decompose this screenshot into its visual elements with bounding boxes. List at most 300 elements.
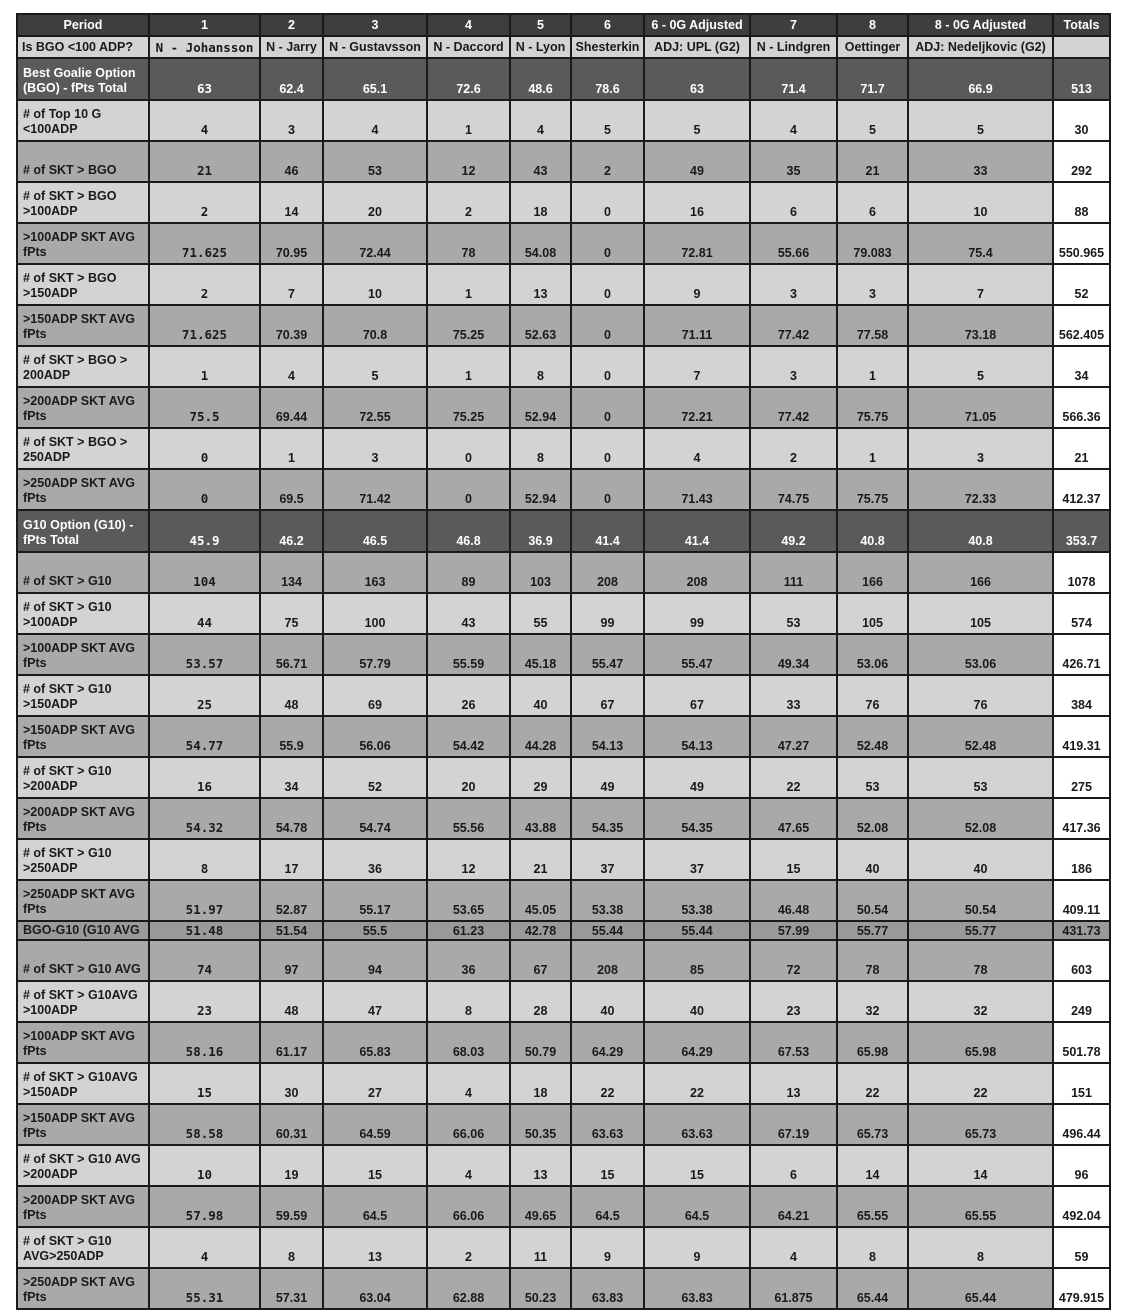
header-period: 8 - 0G Adjusted [908, 14, 1053, 36]
table-cell: 18 [510, 182, 571, 223]
table-row [17, 1022, 1110, 1063]
table-cell: 104 [149, 552, 260, 593]
table-cell: 65.1 [323, 58, 427, 100]
table-cell: 37 [644, 839, 750, 880]
table-cell: 49.2 [750, 510, 837, 552]
table-cell: 0 [571, 346, 644, 387]
row-label: >100ADP SKT AVG fPts [17, 223, 149, 264]
table-cell: 55.44 [644, 921, 750, 940]
table-cell: 105 [837, 593, 908, 634]
header-period: 6 - 0G Adjusted [644, 14, 750, 36]
table-cell: 64.29 [571, 1022, 644, 1063]
table-cell: 35 [750, 141, 837, 182]
table-cell: 6 [750, 1145, 837, 1186]
row-label: >150ADP SKT AVG fPts [17, 305, 149, 346]
table-cell: 23 [149, 981, 260, 1022]
table-cell: 9 [644, 1227, 750, 1268]
table-cell: 50.23 [510, 1268, 571, 1309]
table-cell: 36 [323, 839, 427, 880]
table-cell: 54.35 [644, 798, 750, 839]
table-cell: 97 [260, 940, 323, 981]
table-cell: 42.78 [510, 921, 571, 940]
table-cell: 4 [323, 100, 427, 141]
table-cell: 4 [427, 1063, 510, 1104]
table-cell: 54.78 [260, 798, 323, 839]
table-cell: 0 [571, 305, 644, 346]
table-cell: 103 [510, 552, 571, 593]
row-total: 292 [1053, 141, 1110, 182]
table-cell: 22 [571, 1063, 644, 1104]
table-row [17, 1227, 1110, 1268]
goalie-name: N - Lyon [510, 36, 571, 58]
table-cell: 55.77 [837, 921, 908, 940]
table-cell: 8 [427, 981, 510, 1022]
table-cell: 70.95 [260, 223, 323, 264]
table-cell: 55.44 [571, 921, 644, 940]
goalie-name: Shesterkin [571, 36, 644, 58]
table-row [17, 1186, 1110, 1227]
table-cell: 78 [908, 940, 1053, 981]
table-cell: 13 [750, 1063, 837, 1104]
table-cell: 6 [837, 182, 908, 223]
table-cell: 72.21 [644, 387, 750, 428]
table-cell: 9 [644, 264, 750, 305]
table-cell: 10 [149, 1145, 260, 1186]
table-cell: 55.9 [260, 716, 323, 757]
table-cell: 3 [750, 264, 837, 305]
table-cell: 63.04 [323, 1268, 427, 1309]
row-total: 513 [1053, 58, 1110, 100]
table-cell: 74.75 [750, 469, 837, 510]
table-cell: 12 [427, 839, 510, 880]
table-cell: 22 [908, 1063, 1053, 1104]
table-cell: 71.625 [149, 305, 260, 346]
table-cell: 14 [908, 1145, 1053, 1186]
row-label: # of SKT > BGO > 200ADP [17, 346, 149, 387]
table-cell: 53 [908, 757, 1053, 798]
table-cell: 5 [571, 100, 644, 141]
row-total: 603 [1053, 940, 1110, 981]
table-cell: 53 [837, 757, 908, 798]
table-cell: 64.59 [323, 1104, 427, 1145]
table-cell: 134 [260, 552, 323, 593]
table-cell: 20 [323, 182, 427, 223]
row-total: 426.71 [1053, 634, 1110, 675]
table-cell: 70.39 [260, 305, 323, 346]
table-cell: 67.53 [750, 1022, 837, 1063]
table-cell: 57.79 [323, 634, 427, 675]
table-row [17, 1104, 1110, 1145]
table-row [17, 428, 1110, 469]
row-label: # of SKT > G10 >250ADP [17, 839, 149, 880]
table-cell: 55.5 [323, 921, 427, 940]
table-cell: 0 [571, 223, 644, 264]
table-cell: 45.05 [510, 880, 571, 921]
table-cell: 53.38 [644, 880, 750, 921]
table-cell: 0 [427, 428, 510, 469]
table-cell: 55.47 [571, 634, 644, 675]
table-cell: 58.16 [149, 1022, 260, 1063]
table-cell: 51.48 [149, 921, 260, 940]
table-cell: 65.44 [837, 1268, 908, 1309]
table-cell: 3 [323, 428, 427, 469]
goalie-row [17, 36, 1110, 58]
table-row [17, 100, 1110, 141]
table-cell: 75.5 [149, 387, 260, 428]
table-cell: 76 [837, 675, 908, 716]
table-cell: 53 [323, 141, 427, 182]
table-cell: 5 [908, 100, 1053, 141]
row-total: 21 [1053, 428, 1110, 469]
table-cell: 40 [644, 981, 750, 1022]
row-label: BGO-G10 (G10 AVG [17, 921, 149, 940]
table-cell: 8 [510, 346, 571, 387]
row-total: 52 [1053, 264, 1110, 305]
table-cell: 0 [149, 469, 260, 510]
table-cell: 14 [837, 1145, 908, 1186]
table-cell: 72.33 [908, 469, 1053, 510]
table-cell: 16 [644, 182, 750, 223]
row-total: 574 [1053, 593, 1110, 634]
row-label: >250ADP SKT AVG fPts [17, 1268, 149, 1309]
row-total: 566.36 [1053, 387, 1110, 428]
table-cell: 100 [323, 593, 427, 634]
table-cell: 0 [571, 387, 644, 428]
table-cell: 61.875 [750, 1268, 837, 1309]
table-cell: 99 [644, 593, 750, 634]
table-cell: 66.06 [427, 1104, 510, 1145]
table-cell: 75.4 [908, 223, 1053, 264]
table-cell: 72.6 [427, 58, 510, 100]
table-cell: 47.65 [750, 798, 837, 839]
table-cell: 71.42 [323, 469, 427, 510]
table-cell: 47.27 [750, 716, 837, 757]
row-total: 492.04 [1053, 1186, 1110, 1227]
table-row [17, 757, 1110, 798]
table-cell: 55.59 [427, 634, 510, 675]
table-cell: 72.55 [323, 387, 427, 428]
table-cell: 49.65 [510, 1186, 571, 1227]
table-cell: 55.17 [323, 880, 427, 921]
row-total: 419.31 [1053, 716, 1110, 757]
table-row [17, 981, 1110, 1022]
table-cell: 52.48 [837, 716, 908, 757]
row-total: 34 [1053, 346, 1110, 387]
table-cell: 48 [260, 675, 323, 716]
table-cell: 61.23 [427, 921, 510, 940]
header-period: 8 [837, 14, 908, 36]
table-cell: 0 [571, 428, 644, 469]
table-cell: 27 [323, 1063, 427, 1104]
header-period: 3 [323, 14, 427, 36]
table-cell: 208 [644, 552, 750, 593]
table-cell: 63.63 [571, 1104, 644, 1145]
table-cell: 1 [837, 428, 908, 469]
table-cell: 50.54 [908, 880, 1053, 921]
table-cell: 17 [260, 839, 323, 880]
table-cell: 75.25 [427, 387, 510, 428]
table-cell: 1 [149, 346, 260, 387]
table-cell: 166 [837, 552, 908, 593]
table-cell: 20 [427, 757, 510, 798]
table-cell: 28 [510, 981, 571, 1022]
table-cell: 4 [510, 100, 571, 141]
table-row [17, 510, 1110, 552]
goalie-name: N - Johansson [149, 36, 260, 58]
table-cell: 73.18 [908, 305, 1053, 346]
row-label: >150ADP SKT AVG fPts [17, 1104, 149, 1145]
row-total: 96 [1053, 1145, 1110, 1186]
table-cell: 40 [510, 675, 571, 716]
table-cell: 55.47 [644, 634, 750, 675]
table-cell: 16 [149, 757, 260, 798]
table-cell: 4 [750, 100, 837, 141]
table-cell: 59.59 [260, 1186, 323, 1227]
goalie-name: N - Lindgren [750, 36, 837, 58]
table-cell: 71.4 [750, 58, 837, 100]
table-cell: 1 [427, 100, 510, 141]
table-row [17, 387, 1110, 428]
table-cell: 63 [149, 58, 260, 100]
table-cell: 54.42 [427, 716, 510, 757]
row-label: # of SKT > G10AVG >100ADP [17, 981, 149, 1022]
table-cell: 15 [571, 1145, 644, 1186]
table-cell: 4 [260, 346, 323, 387]
table-cell: 65.55 [908, 1186, 1053, 1227]
table-cell: 208 [571, 552, 644, 593]
table-cell: 46.8 [427, 510, 510, 552]
table-cell: 77.42 [750, 305, 837, 346]
table-cell: 3 [837, 264, 908, 305]
row-total: 412.37 [1053, 469, 1110, 510]
table-cell: 54.13 [644, 716, 750, 757]
table-cell: 70.8 [323, 305, 427, 346]
row-total: 431.73 [1053, 921, 1110, 940]
table-cell: 111 [750, 552, 837, 593]
row-label: >200ADP SKT AVG fPts [17, 1186, 149, 1227]
table-cell: 43 [427, 593, 510, 634]
table-cell: 63.83 [644, 1268, 750, 1309]
header-totals: Totals [1053, 14, 1110, 36]
table-cell: 1 [427, 346, 510, 387]
table-cell: 41.4 [644, 510, 750, 552]
row-label: # of SKT > G10 [17, 552, 149, 593]
goalie-row-label: Is BGO <100 ADP? [17, 36, 149, 58]
row-label: G10 Option (G10) - fPts Total [17, 510, 149, 552]
table-cell: 64.29 [644, 1022, 750, 1063]
table-cell: 2 [427, 182, 510, 223]
row-label: # of SKT > G10 >150ADP [17, 675, 149, 716]
table-row [17, 1268, 1110, 1309]
row-label: >250ADP SKT AVG fPts [17, 880, 149, 921]
table-cell: 79.083 [837, 223, 908, 264]
table-cell: 72.81 [644, 223, 750, 264]
table-cell: 18 [510, 1063, 571, 1104]
table-cell: 46 [260, 141, 323, 182]
table-cell: 54.08 [510, 223, 571, 264]
row-label: # of SKT > G10 >200ADP [17, 757, 149, 798]
table-cell: 78.6 [571, 58, 644, 100]
table-cell: 43.88 [510, 798, 571, 839]
table-cell: 66.06 [427, 1186, 510, 1227]
table-cell: 69.44 [260, 387, 323, 428]
header-period: 6 [571, 14, 644, 36]
table-cell: 5 [837, 100, 908, 141]
goalie-name: ADJ: Nedeljkovic (G2) [908, 36, 1053, 58]
table-cell: 77.42 [750, 387, 837, 428]
row-label: # of SKT > G10 AVG>250ADP [17, 1227, 149, 1268]
table-cell: 2 [427, 1227, 510, 1268]
table-cell: 21 [510, 839, 571, 880]
table-cell: 54.32 [149, 798, 260, 839]
table-cell: 13 [323, 1227, 427, 1268]
table-cell: 52.08 [837, 798, 908, 839]
table-row [17, 716, 1110, 757]
table-cell: 94 [323, 940, 427, 981]
row-label: >200ADP SKT AVG fPts [17, 387, 149, 428]
goalie-name: N - Jarry [260, 36, 323, 58]
table-cell: 65.83 [323, 1022, 427, 1063]
row-total: 186 [1053, 839, 1110, 880]
table-row [17, 141, 1110, 182]
table-cell: 7 [260, 264, 323, 305]
table-cell: 40 [571, 981, 644, 1022]
row-total: 417.36 [1053, 798, 1110, 839]
table-row [17, 593, 1110, 634]
table-cell: 40 [837, 839, 908, 880]
table-row [17, 1145, 1110, 1186]
table-cell: 54.77 [149, 716, 260, 757]
stats-table [16, 13, 1111, 1310]
table-cell: 61.17 [260, 1022, 323, 1063]
table-cell: 55.56 [427, 798, 510, 839]
table-cell: 3 [750, 346, 837, 387]
table-cell: 23 [750, 981, 837, 1022]
row-label: # of SKT > G10AVG >150ADP [17, 1063, 149, 1104]
table-cell: 68.03 [427, 1022, 510, 1063]
table-row [17, 552, 1110, 593]
row-total: 1078 [1053, 552, 1110, 593]
table-cell: 105 [908, 593, 1053, 634]
table-cell: 65.55 [837, 1186, 908, 1227]
row-label: # of SKT > BGO >100ADP [17, 182, 149, 223]
table-cell: 58.58 [149, 1104, 260, 1145]
table-cell: 29 [510, 757, 571, 798]
table-cell: 67 [510, 940, 571, 981]
table-cell: 44 [149, 593, 260, 634]
table-cell: 62.88 [427, 1268, 510, 1309]
table-cell: 1 [837, 346, 908, 387]
table-row [17, 469, 1110, 510]
table-cell: 53.38 [571, 880, 644, 921]
table-cell: 56.06 [323, 716, 427, 757]
table-cell: 45.18 [510, 634, 571, 675]
table-cell: 36 [427, 940, 510, 981]
table-cell: 52.87 [260, 880, 323, 921]
row-label: # of SKT > BGO >150ADP [17, 264, 149, 305]
table-cell: 4 [427, 1145, 510, 1186]
table-cell: 53 [750, 593, 837, 634]
table-cell: 64.5 [323, 1186, 427, 1227]
table-cell: 55.66 [750, 223, 837, 264]
table-cell: 65.73 [837, 1104, 908, 1145]
table-cell: 10 [908, 182, 1053, 223]
table-cell: 57.31 [260, 1268, 323, 1309]
table-row [17, 940, 1110, 981]
table-cell: 0 [571, 182, 644, 223]
table-cell: 72.44 [323, 223, 427, 264]
table-cell: 64.5 [644, 1186, 750, 1227]
table-cell: 71.11 [644, 305, 750, 346]
table-cell: 32 [908, 981, 1053, 1022]
table-cell: 2 [149, 182, 260, 223]
table-cell: 65.98 [908, 1022, 1053, 1063]
table-row [17, 346, 1110, 387]
table-cell: 30 [260, 1063, 323, 1104]
table-cell: 55.77 [908, 921, 1053, 940]
table-cell: 13 [510, 1145, 571, 1186]
table-cell: 76 [908, 675, 1053, 716]
table-cell: 65.44 [908, 1268, 1053, 1309]
table-cell: 53.57 [149, 634, 260, 675]
goalie-total [1053, 36, 1110, 58]
table-cell: 44.28 [510, 716, 571, 757]
table-cell: 208 [571, 940, 644, 981]
table-cell: 47 [323, 981, 427, 1022]
table-cell: 15 [323, 1145, 427, 1186]
table-cell: 1 [427, 264, 510, 305]
table-row [17, 223, 1110, 264]
table-cell: 14 [260, 182, 323, 223]
table-cell: 34 [260, 757, 323, 798]
table-row [17, 675, 1110, 716]
row-total: 249 [1053, 981, 1110, 1022]
row-label: >100ADP SKT AVG fPts [17, 1022, 149, 1063]
table-cell: 63.63 [644, 1104, 750, 1145]
table-row [17, 182, 1110, 223]
table-cell: 26 [427, 675, 510, 716]
row-total: 479.915 [1053, 1268, 1110, 1309]
table-cell: 21 [837, 141, 908, 182]
goalie-name: ADJ: UPL (G2) [644, 36, 750, 58]
header-period: 2 [260, 14, 323, 36]
table-cell: 49 [571, 757, 644, 798]
goalie-name: Oettinger [837, 36, 908, 58]
table-row [17, 264, 1110, 305]
table-cell: 10 [323, 264, 427, 305]
table-cell: 15 [750, 839, 837, 880]
header-row [17, 14, 1110, 36]
table-cell: 6 [750, 182, 837, 223]
table-cell: 71.7 [837, 58, 908, 100]
table-cell: 52.94 [510, 469, 571, 510]
table-cell: 50.35 [510, 1104, 571, 1145]
table-cell: 1 [260, 428, 323, 469]
table-cell: 65.98 [837, 1022, 908, 1063]
table-cell: 163 [323, 552, 427, 593]
goalie-name: N - Daccord [427, 36, 510, 58]
table-cell: 15 [644, 1145, 750, 1186]
table-cell: 65.73 [908, 1104, 1053, 1145]
table-cell: 0 [427, 469, 510, 510]
table-cell: 75.75 [837, 387, 908, 428]
table-cell: 52.94 [510, 387, 571, 428]
table-row [17, 798, 1110, 839]
table-cell: 71.05 [908, 387, 1053, 428]
table-cell: 8 [149, 839, 260, 880]
row-total: 496.44 [1053, 1104, 1110, 1145]
table-cell: 5 [908, 346, 1053, 387]
